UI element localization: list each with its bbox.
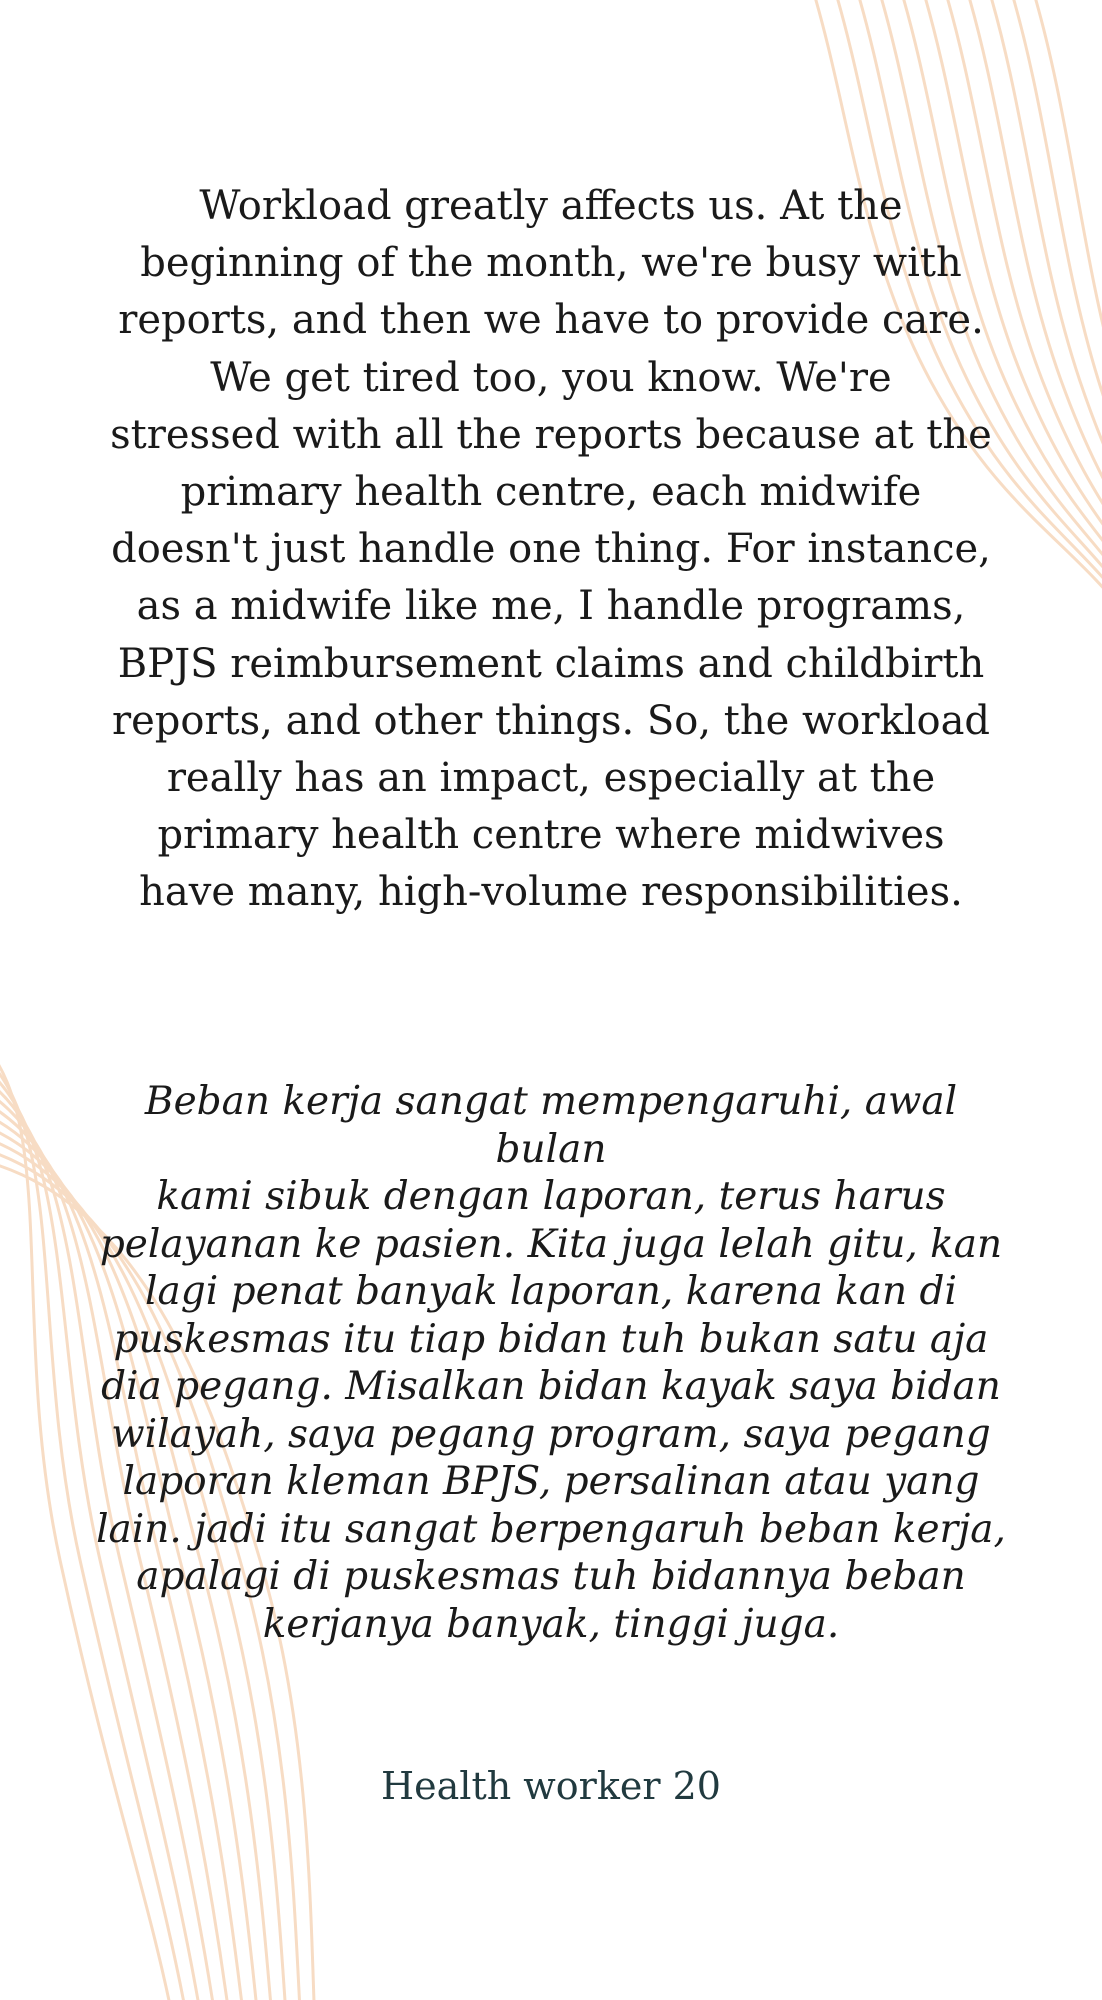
quote-original-language-text: Beban kerja sangat mempengaruhi, awal bulan kami sibuk dengan laporan, terus harus pelayanan ke pasien. Kita juga lelah gitu, kan lagi penat banyak laporan, karena kan di puskesmas itu tiap bidan tuh bukan satu aja dia pegang. Misalkan bidan kayak saya bidan wilayah, saya pegang program, saya pegang laporan kleman BPJS, persalinan atau yang lain. jadi itu sangat berpengaruh beban kerja, apalagi di puskesmas tuh bidannya beban kerjanya banyak, tinggi juga. xyxy=(96,1079,1006,1647)
wave-line xyxy=(1030,0,1102,620)
wave-line xyxy=(1008,0,1102,620)
quote-attribution: Health worker 20 xyxy=(381,1764,721,1808)
quote-english-text: Workload greatly affects us. At the beginning of the month, we're busy with reports, and then we have to provide care. We get tired too, you know. We're stressed with all the reports because at the primary health centre, each midwife doesn't just handle one thing. For instance, as a midwife like me, I handle programs, BPJS reimbursement claims and childbirth reports, and other things. So, the workload really has an impact, especially at the primary health centre where midwives have many, high-volume responsibilities. xyxy=(110,183,992,916)
